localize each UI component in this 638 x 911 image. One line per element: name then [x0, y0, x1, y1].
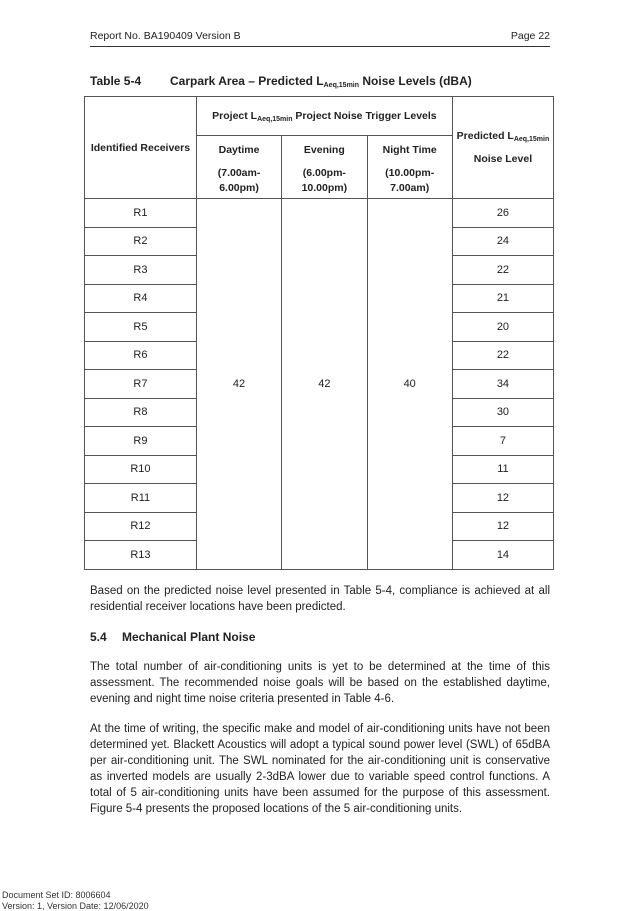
table-number: Table 5-4 [90, 74, 142, 88]
receiver-cell: R7 [85, 370, 197, 399]
paragraph-ac-units: The total number of air-conditioning units is yet to be determined at the time of this assessment. The recommended noise goals will be based on the established daytime, evening and night time noise criteria presented in Table 4-6. [90, 661, 550, 705]
paragraph-compliance: Based on the predicted noise level presented in Table 5-4, compliance is achieved at all residential receiver locations have been predicted. [90, 585, 550, 613]
predicted-cell: 12 [452, 512, 553, 541]
predicted-cell: 24 [452, 227, 553, 256]
report-number: Report No. BA190409 Version B [90, 30, 241, 42]
receiver-cell: R9 [85, 427, 197, 456]
predicted-cell: 30 [452, 398, 553, 427]
predicted-cell: 34 [452, 370, 553, 399]
period-name: Evening [303, 144, 345, 156]
period-time: (7.00am- 6.00pm) [217, 167, 261, 194]
predicted-cell: 20 [452, 313, 553, 342]
section-heading [90, 630, 255, 644]
receiver-cell: R1 [85, 199, 197, 228]
noise-levels-table [84, 96, 554, 570]
receiver-cell: R3 [85, 256, 197, 285]
period-time: (10.00pm- 7.00am) [385, 167, 435, 194]
predicted-cell: 26 [452, 199, 553, 228]
col-group-trigger-levels [196, 97, 452, 136]
pred-pre: Predicted L [456, 130, 514, 142]
col-predicted-level [452, 97, 553, 199]
receiver-cell: R2 [85, 227, 197, 256]
group-post: Project Noise Trigger Levels [292, 109, 437, 122]
paragraph-swl: At the time of writing, the specific make and model of air-conditioning units have not been determined yet. Blackett Acoustics will adopt a typical sound power level (SWL) of 65dBA per air-conditioning unit. The SWL nominated for the air-conditioning unit is conservative as inverted models are usually 2-3dBA lower due to variable speed control functions. A total of 5 air-conditioning units have been assumed for the purpose of this assessment. Figure 5-4 presents the proposed locations of the 5 air-conditioning units. [90, 723, 550, 815]
trigger-level-evening: 42 [282, 199, 367, 570]
predicted-cell: 22 [452, 341, 553, 370]
col-daytime [196, 136, 281, 199]
predicted-cell: 14 [452, 541, 553, 570]
col-identified-receivers: Identified Receivers [85, 97, 197, 199]
page-header [90, 30, 550, 47]
footer-version: Version: 1, Version Date: 12/06/2020 [2, 901, 149, 911]
period-name: Night Time [382, 144, 437, 156]
col-evening [282, 136, 367, 199]
trigger-level-day: 42 [196, 199, 281, 570]
group-pre: Project L [212, 109, 258, 122]
predicted-cell: 22 [452, 256, 553, 285]
trigger-level-night: 40 [367, 199, 452, 570]
predicted-cell: 21 [452, 284, 553, 313]
period-time: (6.00pm- 10.00pm) [301, 167, 348, 194]
receiver-cell: R13 [85, 541, 197, 570]
receiver-cell: R8 [85, 398, 197, 427]
section-title: Mechanical Plant Noise [122, 630, 256, 644]
footer-doc-set: Document Set ID: 8006604 [2, 890, 111, 900]
period-name: Daytime [218, 144, 260, 156]
page-number: Page 22 [510, 30, 550, 42]
receiver-cell: R6 [85, 341, 197, 370]
predicted-cell: 7 [452, 427, 553, 456]
receiver-cell: R11 [85, 484, 197, 513]
predicted-cell: 11 [452, 455, 553, 484]
receiver-cell: R12 [85, 512, 197, 541]
receiver-cell: R4 [85, 284, 197, 313]
table-row [85, 199, 554, 228]
table-caption [90, 74, 472, 89]
receiver-cell: R5 [85, 313, 197, 342]
section-number: 5.4 [90, 630, 107, 644]
pred-line2: Noise Level [473, 153, 533, 165]
predicted-cell: 12 [452, 484, 553, 513]
receiver-cell: R10 [85, 455, 197, 484]
pred-sub: Aeq,15min [513, 136, 550, 143]
table-title-sub: Aeq,15min [323, 82, 360, 89]
table-title-post: Noise Levels (dBA) [359, 74, 472, 88]
group-sub: Aeq,15min [257, 115, 293, 123]
col-night-time [367, 136, 452, 199]
table-title-pre: Carpark Area – Predicted L [170, 74, 324, 88]
